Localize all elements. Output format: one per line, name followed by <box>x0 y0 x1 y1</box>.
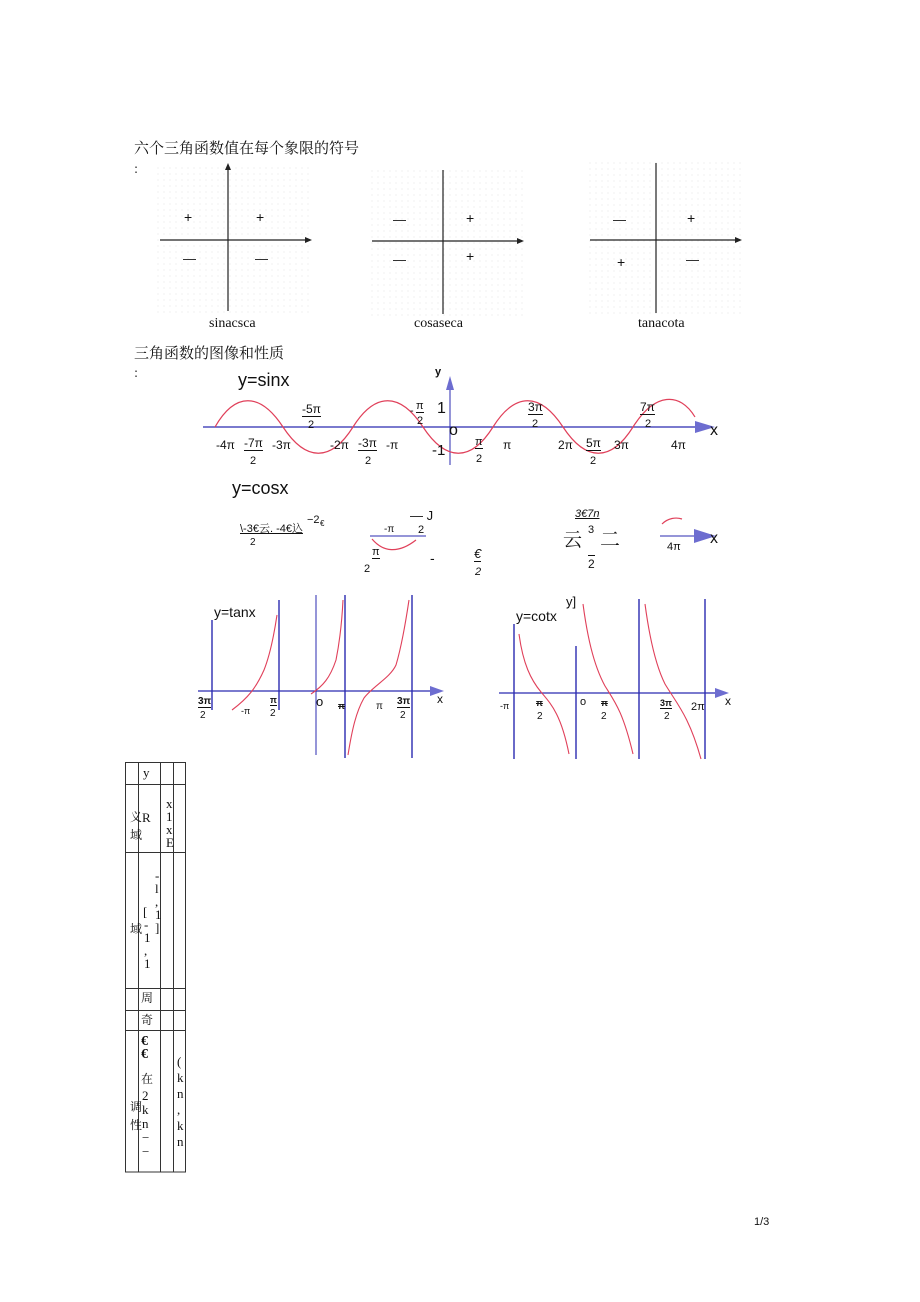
table-tan-interval-1: ( <box>177 1054 182 1069</box>
cos-eps: € <box>474 546 482 561</box>
table-tan-interval-3: n <box>177 1086 184 1101</box>
table-tan-interval-4: , <box>177 1102 181 1117</box>
sin-tick-mpi2-num: π <box>416 400 424 412</box>
tan-branch-3 <box>348 600 409 755</box>
cos-eps-den: 2 <box>475 566 482 578</box>
cot-tick-mpi2-den: 2 <box>537 711 543 722</box>
sin-graph <box>195 370 735 470</box>
cos-four-pi: 4π <box>667 541 681 553</box>
sin-tick-m3pi2-den: 2 <box>365 455 372 467</box>
cos-right-den: 2 <box>588 557 595 571</box>
sin-tick-mpi2-den: 2 <box>417 415 424 427</box>
sin-tick-mpi: -π <box>386 438 399 452</box>
sin-tick-pi2-num: π <box>475 436 483 448</box>
tan-tick-3pi-den: 2 <box>200 710 206 721</box>
sin-tick-m5pi2-den: 2 <box>308 419 315 431</box>
sin-tick-m7pi2-den: 2 <box>250 455 257 467</box>
table-cell-e2: € <box>141 1047 148 1062</box>
quadrant-caption-sin: sinacsca <box>209 316 256 331</box>
sign-q3: — <box>393 252 406 267</box>
sin-origin-label: o <box>449 422 458 439</box>
cot-tick-3pi2-num: 3π <box>660 698 672 708</box>
cos-right-yun: 云 <box>563 530 583 551</box>
table-label-monotonic-a: 调 <box>130 1100 143 1114</box>
cot-y-axis-label: y] <box>566 594 577 609</box>
sin-tick-2pi: 2π <box>558 438 573 452</box>
quadrant-caption-tan: tanacota <box>638 316 685 331</box>
sin-tick-7pi2-den: 2 <box>645 418 652 430</box>
sign-q1: + <box>687 210 696 226</box>
sign-q3: — <box>183 251 196 266</box>
sin-tick-m2pi: -2π <box>330 438 349 452</box>
cos-mid-two: 2 <box>418 524 425 536</box>
cot-branch-1 <box>519 634 569 754</box>
table-tan-interval-2: k <box>177 1070 184 1085</box>
properties-table <box>125 762 186 1172</box>
section-heading-signs: 六个三角函数值在每个象限的符号 <box>134 139 360 157</box>
sin-neg-one-label: -1 <box>432 442 446 459</box>
table-cell-x4: E <box>166 835 174 850</box>
sin-tick-m3pi: -3π <box>272 438 291 452</box>
cos-mid-pi-den: 2 <box>364 563 371 575</box>
tan-x-axis-label: x <box>437 692 443 706</box>
cos-right-three: 3 <box>588 524 595 536</box>
sin-tick-4pi: 4π <box>671 438 686 452</box>
cot-tick-3pi2-den: 2 <box>664 711 670 722</box>
sin-tick-7pi2-num: 7π <box>640 400 655 414</box>
table-range-cos-3: , <box>155 894 159 909</box>
cos-left-den: 2 <box>250 537 256 548</box>
table-interval-5: − <box>142 1130 150 1145</box>
cos-x-axis-label: x <box>710 530 718 547</box>
cos-mid-dash: - <box>430 550 435 566</box>
cot-graph-title: y=cotx <box>516 608 557 624</box>
table-interval-6: − <box>142 1144 150 1159</box>
quadrant-panel-sin <box>155 165 313 313</box>
sin-tick-m4pi: -4π <box>216 438 235 452</box>
table-label-domain-b: 域 <box>130 828 143 842</box>
tan-tick-pi2: π <box>338 701 345 711</box>
table-range-sin-1: [ <box>143 904 148 919</box>
table-interval-2: 2 <box>142 1088 149 1103</box>
sin-tick-3pi: 3π <box>614 438 629 452</box>
table-cell-R: R <box>142 810 151 825</box>
table-label-parity: 奇 <box>141 1013 154 1027</box>
cot-tick-mpi2-num: π <box>536 698 543 708</box>
cot-tick-pi2-den: 2 <box>601 711 607 722</box>
quadrant-panel-cos <box>369 168 527 316</box>
table-range-sin-3: 1 <box>144 930 151 945</box>
cot-tick-pi2-num: π <box>601 698 608 708</box>
section-heading-graphs: 三角函数的图像和性质 <box>134 344 285 362</box>
table-range-sin-4: , <box>144 943 148 958</box>
table-tan-interval-5: k <box>177 1118 184 1133</box>
table-interval-4: n <box>142 1116 149 1131</box>
table-tan-interval-6: n <box>177 1134 184 1149</box>
tan-graph-title: y=tanx <box>214 604 256 620</box>
table-label-monotonic-b: 性 <box>130 1118 143 1132</box>
table-range-sin-5: 1 <box>144 956 151 971</box>
table-cell-x1: x <box>166 796 173 811</box>
sin-tick-3pi2-num: 3π <box>528 400 543 414</box>
heading-colon: : <box>134 366 139 380</box>
table-label-period: 周 <box>141 991 154 1005</box>
heading-colon: : <box>134 162 139 176</box>
tan-tick-mpi2-num: π <box>270 695 277 705</box>
sign-q4: — <box>686 252 699 267</box>
cot-branch-2 <box>583 604 633 754</box>
cos-left-sub: € <box>320 519 325 528</box>
table-range-cos-2: l <box>155 881 159 896</box>
sin-tick-3pi2-den: 2 <box>532 418 539 430</box>
page-number: 1/3 <box>754 1216 770 1228</box>
sign-q2: — <box>393 212 406 227</box>
table-interval-3: k <box>142 1102 149 1117</box>
sin-y-axis-label: y <box>435 366 442 378</box>
sign-q4: + <box>466 248 475 264</box>
sign-q2: + <box>184 209 193 225</box>
sin-tick-5pi2-den: 2 <box>590 455 597 467</box>
cot-tick-mpi: -π <box>500 701 510 711</box>
cos-graph-title: y=cosx <box>232 478 289 498</box>
sin-tick-mpi2-sign: - <box>410 405 414 417</box>
quadrant-caption-cos: cosaseca <box>414 316 463 331</box>
cos-mid-top: — J <box>410 508 434 523</box>
table-header-y: y <box>143 765 150 780</box>
sign-q1: + <box>466 210 475 226</box>
table-cell-e1: € <box>141 1034 148 1049</box>
tan-tick-3pi2-num: 3π <box>397 696 411 707</box>
cos-right-curve <box>658 514 718 544</box>
table-label-domain-a: 义 <box>130 810 143 824</box>
table-label-range: 域 <box>130 922 143 936</box>
cot-origin-label: o <box>580 696 587 708</box>
sin-tick-m7pi2-num: -7π <box>244 436 263 450</box>
tan-tick-mpi2-den: 2 <box>270 708 276 719</box>
sin-tick-pi: π <box>503 438 512 452</box>
cos-right-top: 3€7n <box>575 508 600 520</box>
tan-tick-3pi2-den: 2 <box>400 710 406 721</box>
sin-tick-5pi2-num: 5π <box>586 436 601 450</box>
tan-tick-pi: π <box>376 701 383 712</box>
cos-left-sup: −2 <box>307 514 320 526</box>
tan-tick-mpi: -π <box>241 706 251 716</box>
sign-q1: + <box>256 209 265 225</box>
sign-q3: + <box>617 254 626 270</box>
table-range-sin-2: - <box>144 917 149 932</box>
table-interval-1: 在 <box>141 1072 154 1086</box>
sin-tick-m5pi2-num: -5π <box>302 402 321 416</box>
sign-q4: — <box>255 251 268 266</box>
cos-right-er: 二 <box>600 529 620 551</box>
cos-left-fragment: \-3€云. -4€込 <box>240 523 303 535</box>
cos-mid-pi: π <box>372 546 380 558</box>
table-range-cos-5: ] <box>155 920 160 935</box>
sin-one-label: 1 <box>437 400 446 417</box>
cot-x-axis-label: x <box>725 694 731 708</box>
quadrant-panel-tan <box>587 160 745 315</box>
table-range-cos-4: 1 <box>155 907 162 922</box>
cot-branch-3 <box>645 604 701 759</box>
table-cell-x3: x <box>166 822 173 837</box>
sign-q2: — <box>613 212 626 227</box>
table-range-cos-1: - <box>155 868 160 883</box>
table-cell-x2: 1 <box>166 809 173 824</box>
sin-x-axis-label: x <box>710 422 718 439</box>
tan-origin-label: o <box>316 694 324 709</box>
sin-tick-m3pi2-num: -3π <box>358 436 377 450</box>
sin-tick-pi2-den: 2 <box>476 453 483 465</box>
cot-tick-2pi: 2π <box>691 701 705 713</box>
sin-graph-title: y=sinx <box>238 370 290 390</box>
tan-tick-3pi-num: 3π <box>198 696 212 707</box>
cos-mid-neg: -π <box>384 524 395 535</box>
